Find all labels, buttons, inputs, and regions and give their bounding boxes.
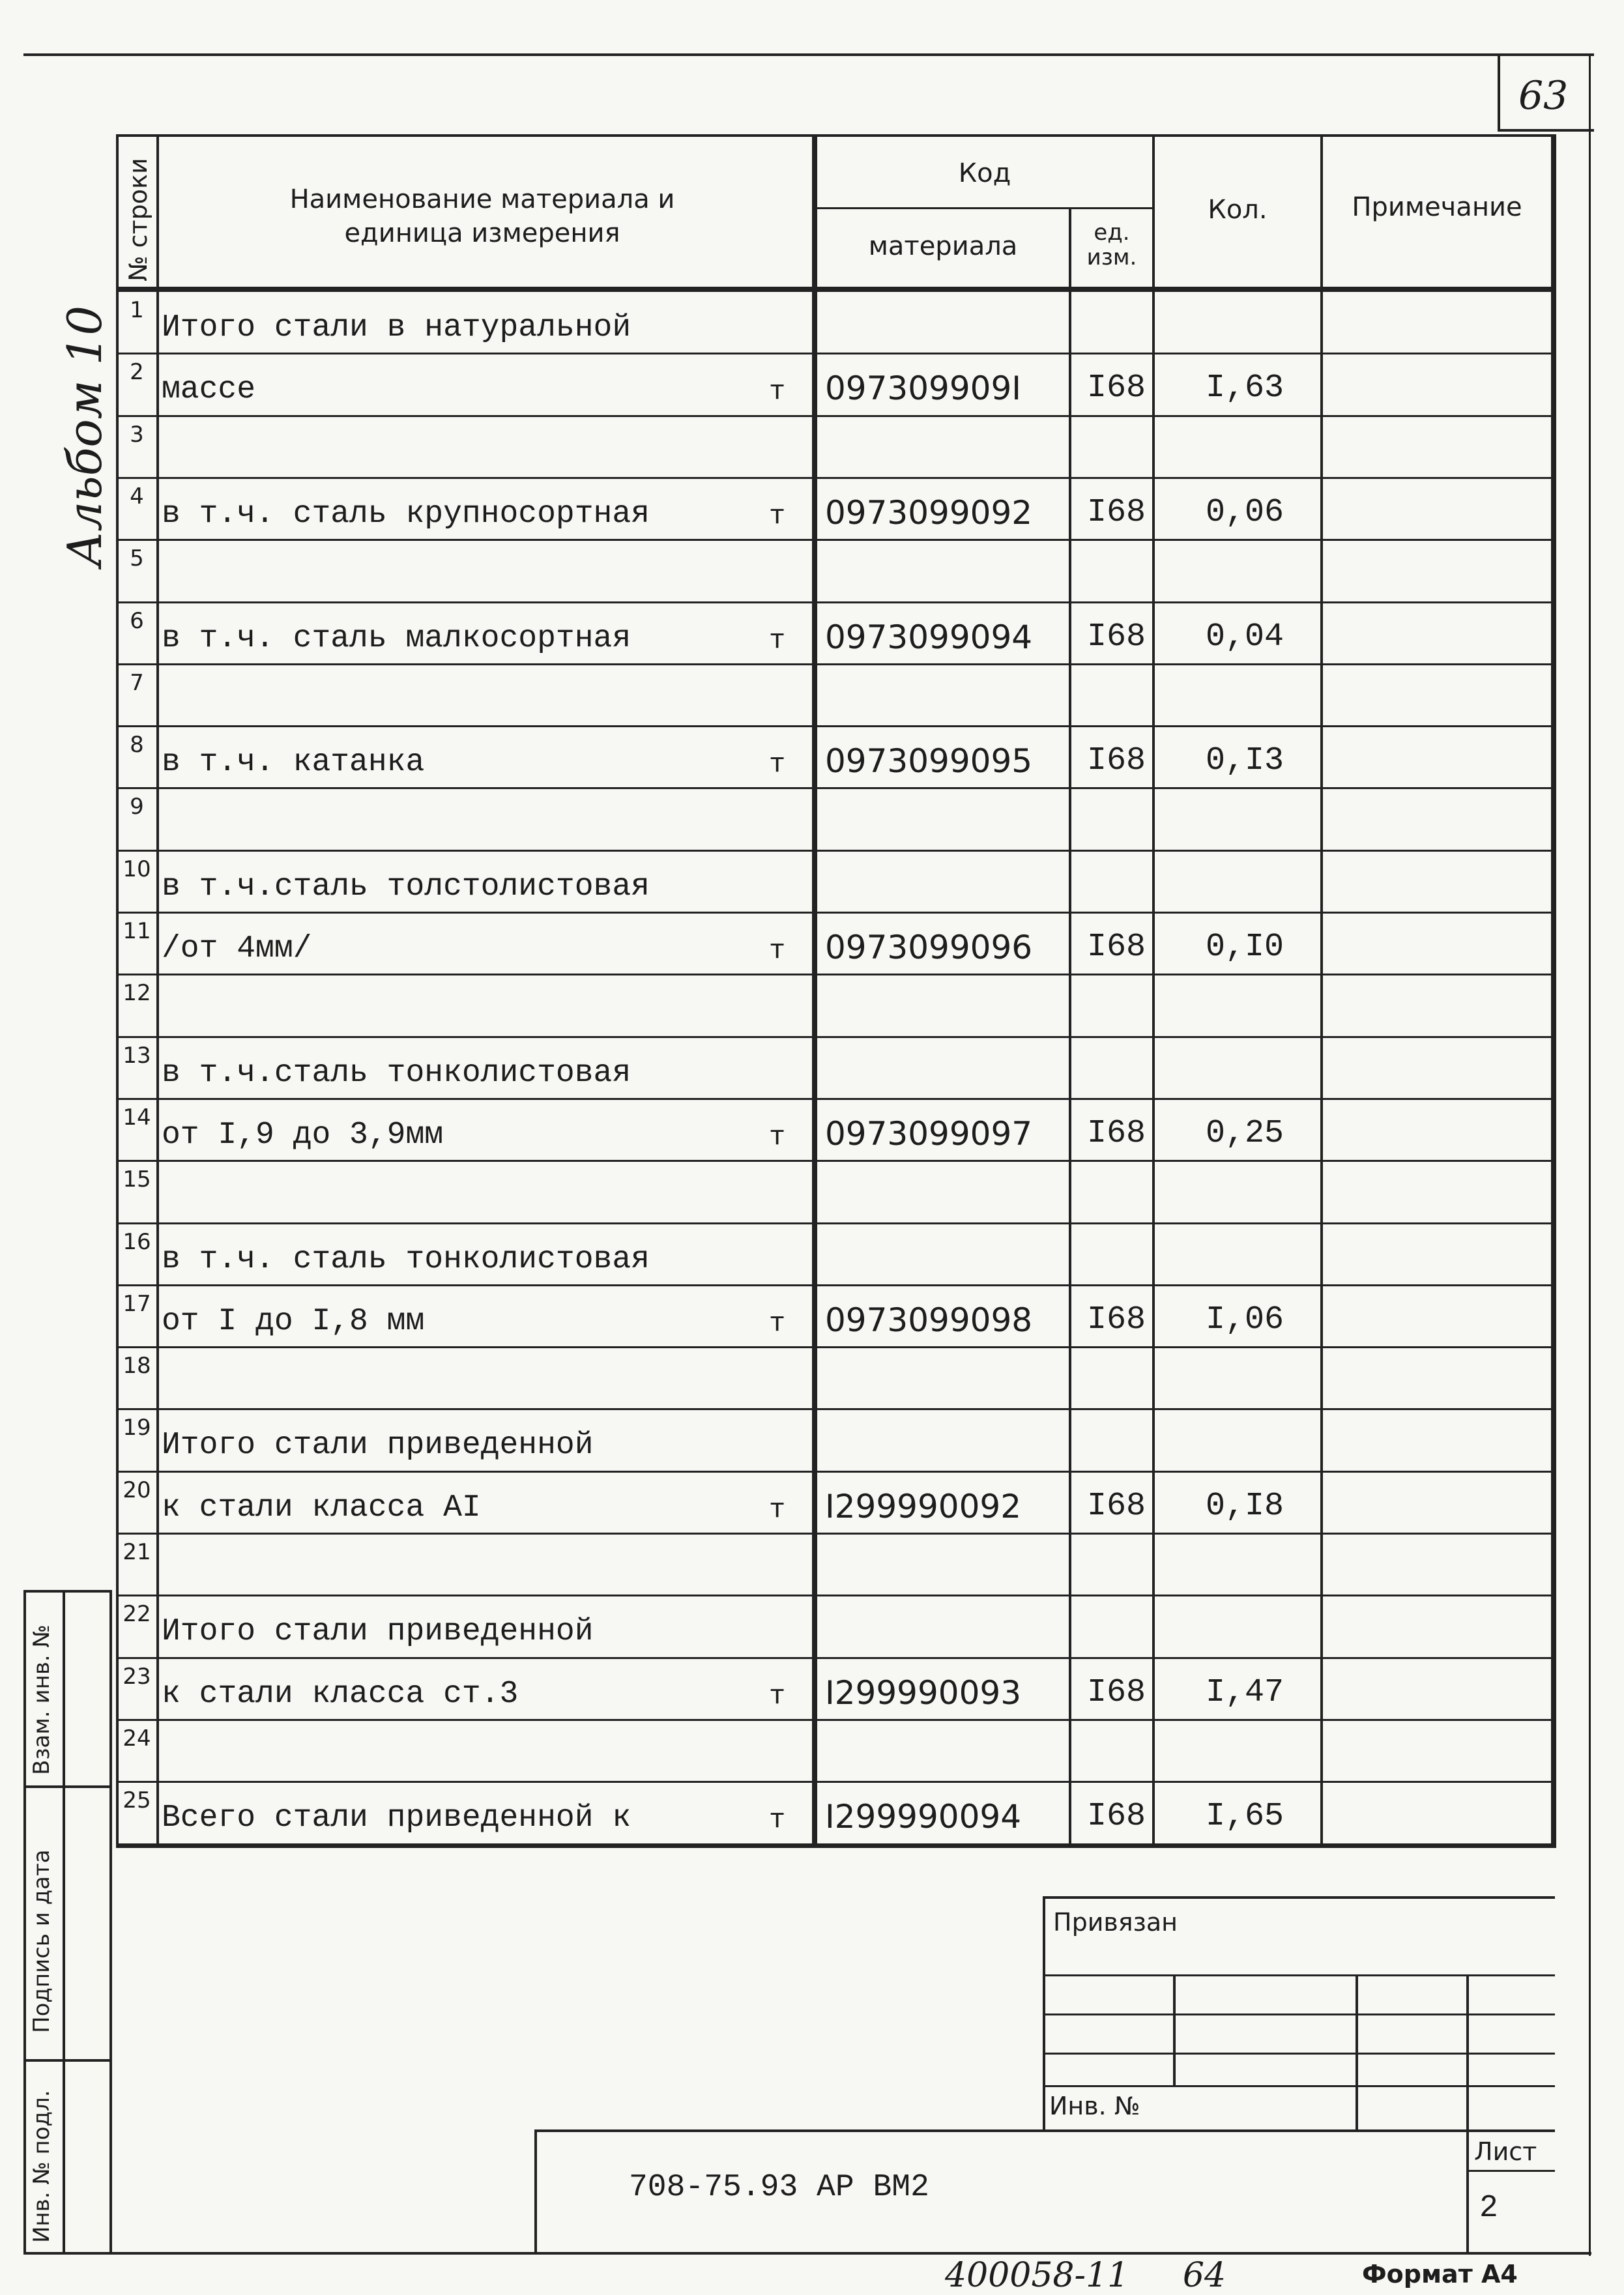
row-name: в т.ч. сталь крупносортная bbox=[162, 497, 650, 532]
row-number: 2 bbox=[130, 359, 144, 385]
tb-main-top bbox=[534, 2129, 1555, 2132]
row-unit: т bbox=[769, 376, 786, 407]
row-name: к стали класса АI bbox=[162, 1490, 481, 1525]
tb-row-3 bbox=[1043, 2053, 1555, 2055]
tb-privyazan: Привязан bbox=[1053, 1908, 1178, 1937]
row-number: 1 bbox=[130, 297, 144, 323]
stamp-left bbox=[23, 1590, 26, 2255]
tb-list-label: Лист bbox=[1474, 2137, 1537, 2166]
stamp-podpis: Подпись и дата bbox=[29, 1849, 55, 2033]
row-line bbox=[116, 1408, 1556, 1410]
row-name: массе bbox=[162, 372, 256, 407]
row-line bbox=[116, 1284, 1556, 1286]
header-code-group: Код bbox=[958, 158, 1011, 188]
row-unit: т bbox=[769, 625, 786, 656]
row-line bbox=[116, 787, 1556, 789]
row-number: 7 bbox=[130, 670, 144, 696]
row-quantity: I,65 bbox=[1205, 1798, 1284, 1835]
row-unit-code: I68 bbox=[1087, 1115, 1146, 1152]
row-quantity: 0,I0 bbox=[1205, 929, 1284, 966]
row-unit-code: I68 bbox=[1087, 742, 1146, 779]
row-number: 9 bbox=[130, 794, 144, 820]
row-unit: т bbox=[769, 1308, 786, 1339]
row-line bbox=[116, 974, 1556, 975]
row-name: Всего стали приведенной к bbox=[162, 1800, 631, 1836]
row-number: 18 bbox=[123, 1353, 151, 1379]
page-bottom-border bbox=[23, 2252, 1591, 2255]
row-material-code: I299990094 bbox=[825, 1798, 1022, 1836]
row-name: к стали класса ст.3 bbox=[162, 1677, 519, 1712]
row-material-code: 0973099095 bbox=[825, 742, 1033, 780]
row-line bbox=[116, 539, 1556, 541]
row-unit-code: I68 bbox=[1087, 1488, 1146, 1525]
header-bottom bbox=[116, 287, 1556, 292]
row-unit: т bbox=[769, 1494, 786, 1525]
row-number: 22 bbox=[123, 1601, 151, 1627]
row-number: 24 bbox=[123, 1725, 151, 1752]
row-unit: т bbox=[769, 935, 786, 966]
col-name-right bbox=[812, 134, 817, 1848]
row-name: в т.ч. сталь тонколистовая bbox=[162, 1242, 650, 1277]
stamp-mid bbox=[63, 1590, 65, 2255]
row-name: Итого стали в натуральной bbox=[162, 310, 631, 345]
album-note: Альбом 10 bbox=[57, 305, 112, 567]
row-quantity: 0,04 bbox=[1205, 618, 1284, 656]
row-line bbox=[116, 1471, 1556, 1473]
row-line bbox=[116, 1657, 1556, 1659]
row-line bbox=[116, 1719, 1556, 1721]
header-code-unit: ед. изм. bbox=[1086, 220, 1137, 270]
footer-handwritten: 400058-11 64 bbox=[945, 2256, 1226, 2295]
row-number: 25 bbox=[123, 1787, 151, 1813]
tb-sheet-divider bbox=[1466, 2170, 1555, 2172]
row-unit: т bbox=[769, 1121, 786, 1153]
header-row-no: № строки bbox=[124, 158, 152, 281]
row-name: в т.ч.сталь толстолистовая bbox=[162, 869, 650, 904]
row-number: 3 bbox=[130, 422, 144, 448]
row-name: Итого стали приведенной bbox=[162, 1428, 594, 1463]
row-number: 19 bbox=[123, 1415, 151, 1441]
table-top bbox=[116, 134, 1556, 137]
row-line bbox=[116, 353, 1556, 354]
stamp-inv-podl: Инв. № подл. bbox=[29, 2090, 55, 2243]
stamp-line-2 bbox=[23, 1785, 112, 1788]
row-line bbox=[116, 663, 1556, 665]
row-unit: т bbox=[769, 749, 786, 780]
row-line bbox=[116, 415, 1556, 417]
row-unit: т bbox=[769, 500, 786, 532]
row-quantity: I,47 bbox=[1205, 1674, 1284, 1711]
row-line bbox=[116, 1346, 1556, 1348]
stamp-right bbox=[109, 1590, 112, 2255]
row-line bbox=[116, 1595, 1556, 1596]
row-material-code: 0973099096 bbox=[825, 929, 1033, 966]
tb-main-left bbox=[534, 2129, 537, 2255]
row-unit-code: I68 bbox=[1087, 1301, 1146, 1338]
row-line bbox=[116, 1098, 1556, 1100]
row-line bbox=[116, 1222, 1556, 1224]
row-name: от I до I,8 мм bbox=[162, 1304, 425, 1339]
header-qty: Кол. bbox=[1208, 195, 1268, 225]
row-name: Итого стали приведенной bbox=[162, 1614, 594, 1649]
row-number: 23 bbox=[123, 1664, 151, 1690]
tb-row-1 bbox=[1043, 1974, 1555, 1976]
row-number: 13 bbox=[123, 1043, 151, 1069]
row-name: в т.ч. сталь малкосортная bbox=[162, 621, 631, 656]
row-name: от I,9 до 3,9мм bbox=[162, 1118, 444, 1153]
row-line bbox=[116, 850, 1556, 852]
tb-col-3 bbox=[1466, 1974, 1469, 2131]
tb-row-2 bbox=[1043, 2014, 1555, 2015]
row-unit-code: I68 bbox=[1087, 1798, 1146, 1835]
row-quantity: 0,I3 bbox=[1205, 742, 1284, 779]
top-border bbox=[23, 53, 1594, 56]
tb-top bbox=[1043, 1896, 1555, 1899]
row-quantity: I,06 bbox=[1205, 1301, 1284, 1338]
row-number: 14 bbox=[123, 1104, 151, 1131]
tb-sheet-left bbox=[1466, 2129, 1469, 2255]
row-name: в т.ч.сталь тонколистовая bbox=[162, 1056, 631, 1091]
page-num-bottom bbox=[1498, 129, 1594, 132]
stamp-vzam: Взам. инв. № bbox=[29, 1624, 55, 1775]
row-number: 12 bbox=[123, 980, 151, 1006]
row-material-code: I299990093 bbox=[825, 1674, 1022, 1712]
tb-col-2 bbox=[1356, 1974, 1358, 2131]
row-number: 5 bbox=[130, 545, 144, 571]
page-number: 63 bbox=[1518, 73, 1569, 119]
code-sub-line bbox=[815, 207, 1153, 209]
tb-doc-code: 708-75.93 АР ВМ2 bbox=[629, 2170, 929, 2205]
row-number: 17 bbox=[123, 1291, 151, 1317]
page-num-divider bbox=[1498, 53, 1500, 130]
header-code-material: материала bbox=[868, 231, 1018, 261]
row-quantity: 0,I8 bbox=[1205, 1488, 1284, 1525]
row-unit-code: I68 bbox=[1087, 929, 1146, 966]
row-line bbox=[116, 912, 1556, 914]
row-unit-code: I68 bbox=[1087, 618, 1146, 656]
tb-col-1 bbox=[1173, 1974, 1176, 2085]
row-line bbox=[116, 1533, 1556, 1535]
row-quantity: I,63 bbox=[1205, 369, 1284, 407]
row-number: 10 bbox=[123, 856, 151, 882]
row-number: 16 bbox=[123, 1229, 151, 1255]
row-name: в т.ч. катанка bbox=[162, 745, 425, 780]
row-material-code: 0973099092 bbox=[825, 494, 1033, 532]
row-name: /от 4мм/ bbox=[162, 931, 312, 966]
row-unit-code: I68 bbox=[1087, 369, 1146, 407]
row-material-code: 0973099097 bbox=[825, 1115, 1033, 1153]
row-material-code: 0973099094 bbox=[825, 618, 1033, 656]
row-number: 8 bbox=[130, 732, 144, 758]
footer-format: Формат А4 bbox=[1362, 2260, 1518, 2288]
tb-row-4 bbox=[1043, 2085, 1555, 2087]
row-number: 11 bbox=[123, 918, 151, 944]
row-number: 4 bbox=[130, 484, 144, 510]
header-note: Примечание bbox=[1352, 192, 1522, 222]
row-line bbox=[116, 725, 1556, 727]
row-line bbox=[116, 601, 1556, 603]
header-name: Наименование материала и единица измерения bbox=[289, 184, 675, 248]
row-quantity: 0,25 bbox=[1205, 1115, 1284, 1152]
row-unit-code: I68 bbox=[1087, 494, 1146, 531]
row-number: 20 bbox=[123, 1477, 151, 1503]
row-line bbox=[116, 1781, 1556, 1783]
col-code-right bbox=[1069, 207, 1071, 1848]
tb-inv-no: Инв. № bbox=[1049, 2092, 1140, 2120]
stamp-line-3 bbox=[23, 2059, 112, 2062]
col-unit-right bbox=[1152, 134, 1155, 1848]
row-material-code: I299990092 bbox=[825, 1488, 1022, 1525]
tb-list-value: 2 bbox=[1479, 2191, 1498, 2226]
row-material-code: 0973099098 bbox=[825, 1301, 1033, 1339]
row-material-code: 097309909I bbox=[825, 369, 1022, 407]
row-number: 15 bbox=[123, 1166, 151, 1192]
table-bottom bbox=[116, 1844, 1556, 1848]
row-line bbox=[116, 1160, 1556, 1162]
row-quantity: 0,06 bbox=[1205, 494, 1284, 531]
page-right-edge bbox=[1589, 53, 1591, 2256]
row-line bbox=[116, 477, 1556, 479]
row-line bbox=[116, 1036, 1556, 1038]
row-unit: т bbox=[769, 1681, 786, 1712]
row-number: 21 bbox=[123, 1539, 151, 1565]
table-right bbox=[1551, 134, 1556, 1848]
row-unit: т bbox=[769, 1804, 786, 1836]
row-unit-code: I68 bbox=[1087, 1674, 1146, 1711]
col-num-right bbox=[156, 134, 159, 1848]
row-number: 6 bbox=[130, 608, 144, 634]
stamp-line-1 bbox=[23, 1590, 112, 1593]
